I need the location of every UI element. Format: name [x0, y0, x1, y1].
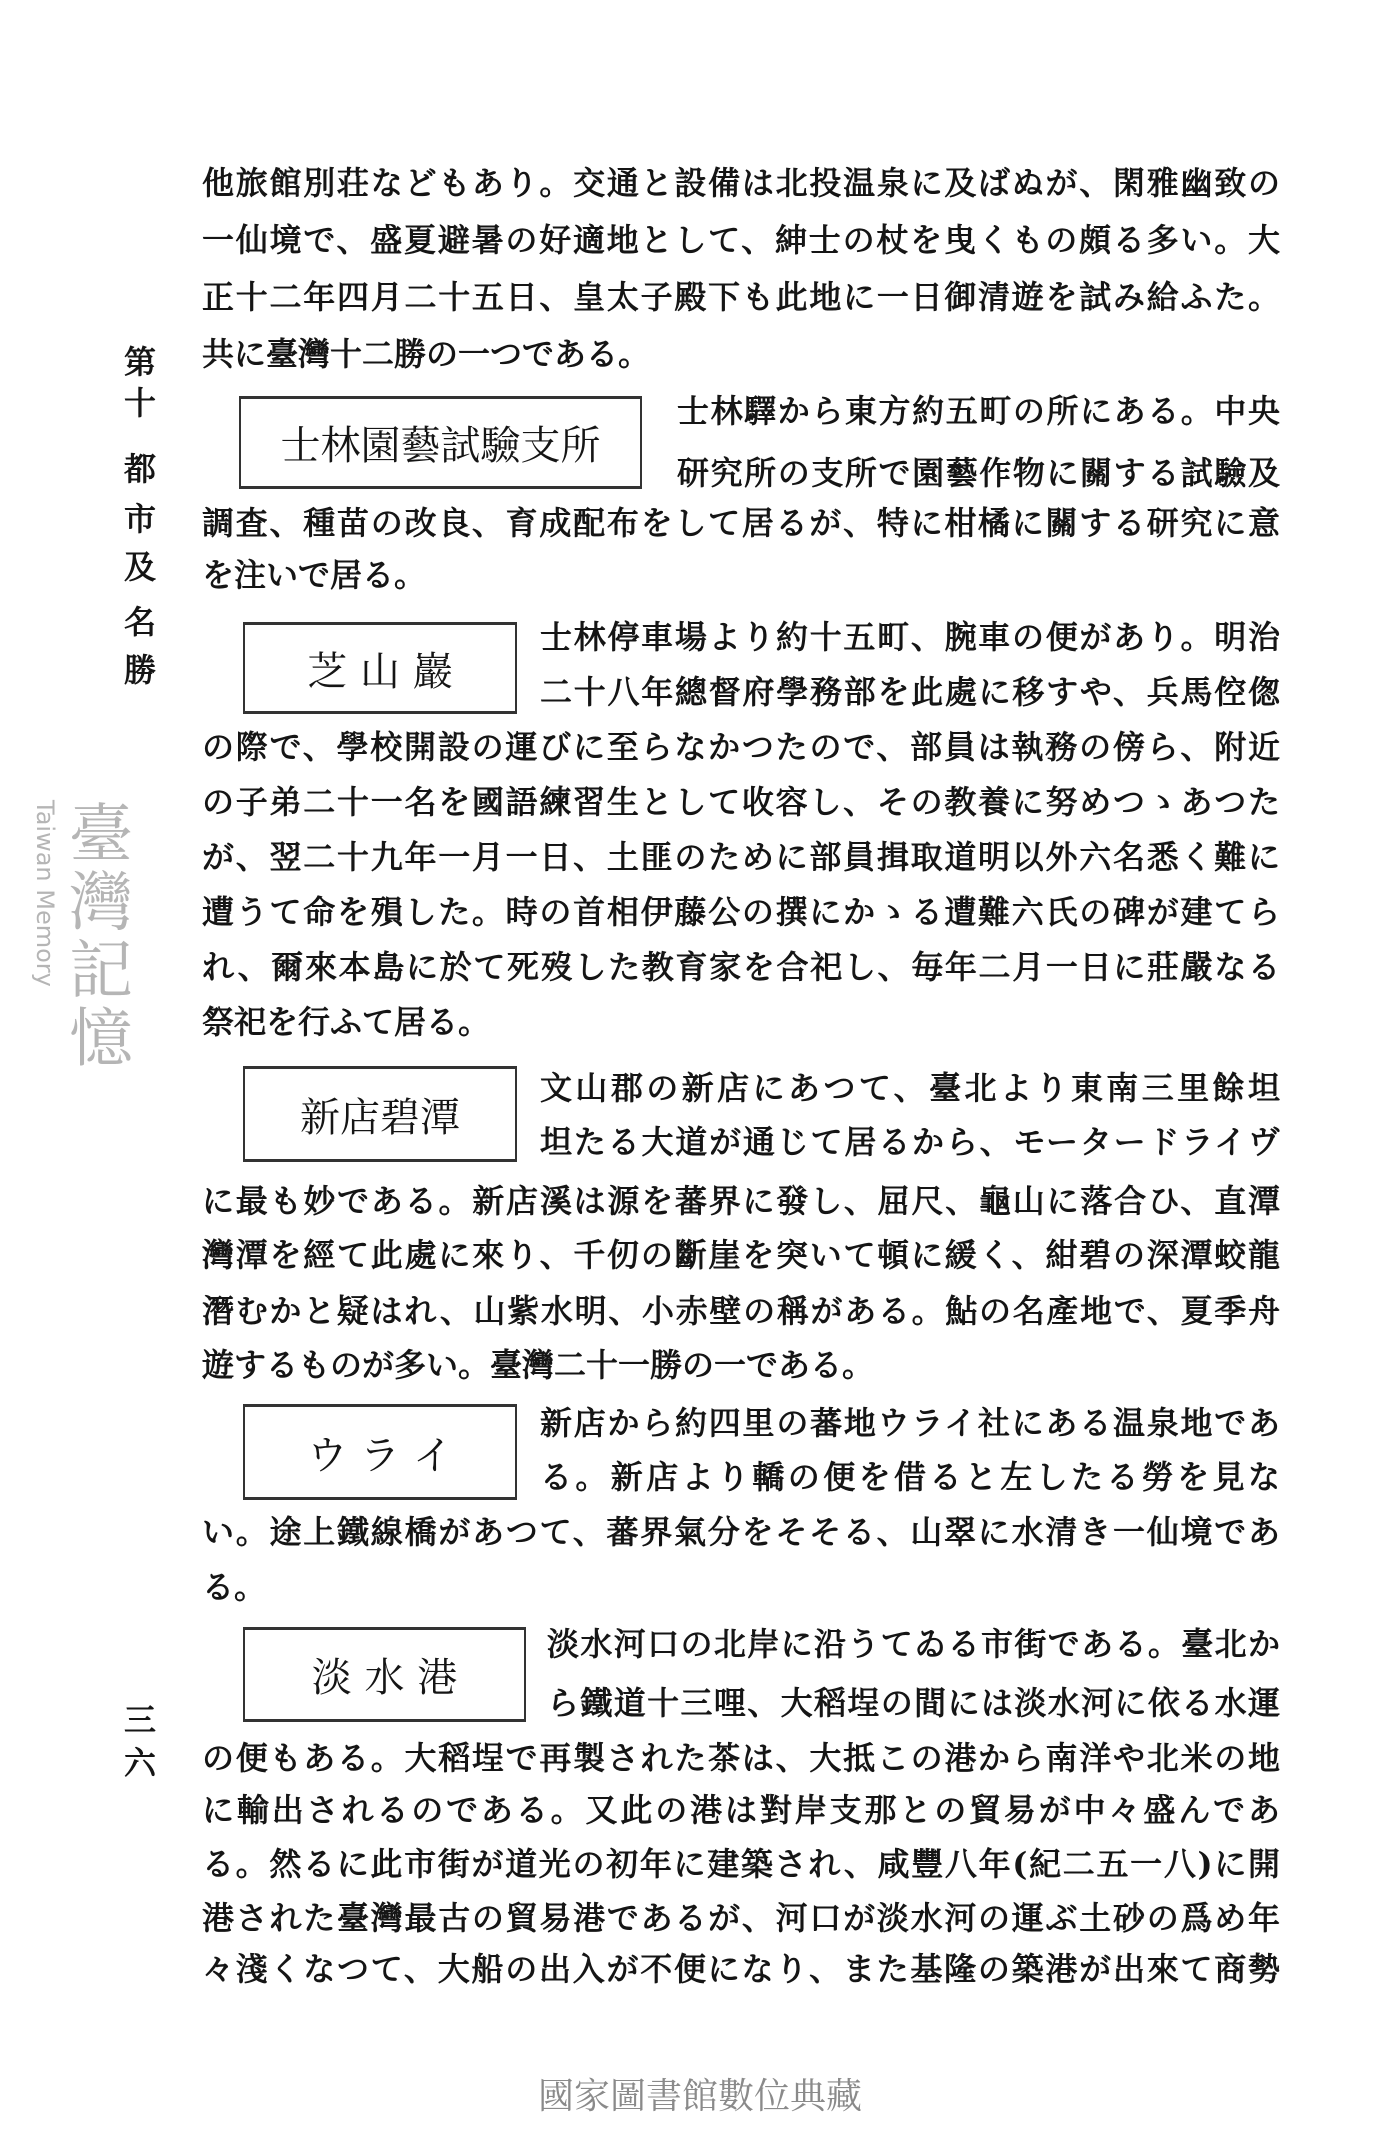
watermark-text: 臺灣記憶 — [58, 800, 132, 1072]
margin-heading-char: 市 — [123, 500, 156, 538]
section-text-line: に最も妙である。新店溪は源を蕃界に發し、屈尺、龜山に落合ひ、直潭 — [202, 1182, 1280, 1220]
section-title-box — [243, 1627, 526, 1722]
watermark — [30, 800, 130, 1072]
page-number-char: 三 — [123, 1701, 156, 1739]
margin-heading-char: 十 — [123, 384, 156, 422]
watermark-subtext: Taiwan Memory — [31, 800, 59, 987]
section-text-line: の便もある。大稻埕で再製された茶は、大抵この港から南洋や北米の地 — [202, 1739, 1280, 1777]
margin-heading-char: 名 — [123, 603, 156, 641]
section-text-line: 遊するものが多い。臺灣二十一勝の一である。 — [202, 1346, 875, 1384]
page-number-char: 六 — [123, 1744, 156, 1782]
intro-text-line: 共に臺灣十二勝の一つである。 — [202, 335, 651, 373]
section-text-line: る。 — [202, 1568, 267, 1606]
section-text-line: 士林驛から東方約五町の所にある。中央 — [677, 392, 1280, 430]
section-text-line: の際で、學校開設の運びに至らなかつたので、部員は執務の傍ら、附近 — [202, 728, 1280, 766]
section-text-line: 遭うて命を殞した。時の首相伊藤公の撰にかゝる遭難六氏の碑が建てら — [202, 893, 1280, 931]
section-text-line: 淡水河口の北岸に沿うてゐる市街である。臺北か — [547, 1625, 1280, 1663]
intro-text-line: 他旅館別荘などもあり。交通と設備は北投温泉に及ばぬが、閑雅幽致の — [202, 164, 1280, 202]
section-text-line: れ、爾來本島に於て死歿した教育家を合祀し、毎年二月一日に莊嚴なる — [202, 948, 1280, 986]
section-text-line: 新店から約四里の蕃地ウライ社にある温泉地であ — [540, 1404, 1280, 1442]
section-title-box — [243, 1066, 517, 1162]
section-text-line: る。然るに此市街が道光の初年に建築され、咸豐八年(紀二五一八)に開 — [202, 1845, 1280, 1883]
section-text-line: に輸出されるのである。又此の港は對岸支那との貿易が中々盛んであ — [202, 1791, 1280, 1829]
section-text-line: い。途上鐵線橋があつて、蕃界氣分をそそる、山翠に水清き一仙境であ — [202, 1513, 1280, 1551]
section-text-line: の子弟二十一名を國語練習生として收容し、その教養に努めつゝあつた — [202, 783, 1280, 821]
section-text-line: を注いで居る。 — [202, 556, 427, 594]
margin-heading-char: 勝 — [123, 651, 156, 689]
margin-heading-char: 都 — [123, 450, 156, 488]
section-text-line: ら鐵道十三哩、大稻埕の間には淡水河に依る水運 — [547, 1684, 1280, 1722]
section-text-line: 祭祀を行ふて居る。 — [202, 1003, 491, 1041]
intro-text-line: 正十二年四月二十五日、皇太子殿下も此地に一日御清遊を試み給ふた。 — [202, 278, 1280, 316]
section-text-line: 研究所の支所で園藝作物に關する試驗及 — [677, 454, 1280, 492]
section-text-line: る。新店より轎の便を借ると左したる勞を見な — [540, 1458, 1280, 1496]
section-text-line: が、翌二十九年一月一日、土匪のために部員揖取道明以外六名悉く難に — [202, 838, 1280, 876]
section-title-box — [243, 622, 517, 714]
margin-heading-char: 第 — [123, 343, 156, 381]
section-text-line: 文山郡の新店にあつて、臺北より東南三里餘坦 — [540, 1069, 1280, 1107]
margin-heading-char: 及 — [123, 548, 156, 586]
section-title: 淡 水 港 — [311, 1655, 458, 1701]
section-title: 新店碧潭 — [300, 1094, 460, 1141]
section-title: 芝 山 巖 — [307, 648, 453, 695]
section-text-line: 士林停車場より約十五町、腕車の便があり。明治 — [540, 618, 1280, 656]
section-title: 士林園藝試驗支所 — [280, 423, 601, 469]
section-text-line: 灣潭を經て此處に來り、千仞の斷崖を突いて頓に緩く、紺碧の深潭蛟龍 — [202, 1236, 1280, 1274]
section-text-line: 二十八年總督府學務部を此處に移すや、兵馬倥偬 — [540, 673, 1280, 711]
footer-credit: 國家圖書館數位典藏 — [537, 2076, 862, 2117]
section-text-line: 潛むかと疑はれ、山紫水明、小赤壁の稱がある。鮎の名產地で、夏季舟 — [202, 1292, 1280, 1330]
section-text-line: 々淺くなつて、大船の出入が不便になり、また基隆の築港が出來て商勢 — [202, 1950, 1280, 1988]
section-title-box — [239, 396, 642, 489]
section-title-box — [243, 1404, 517, 1500]
section-text-line: 坦たる大道が通じて居るから、モータードライヴ — [540, 1123, 1280, 1161]
section-text-line: 調査、種苗の改良、育成配布をして居るが、特に柑橘に關する研究に意 — [202, 504, 1280, 542]
intro-text-line: 一仙境で、盛夏避暑の好適地として、紳士の杖を曳くもの頗る多い。大 — [202, 221, 1280, 259]
section-text-line: 港された臺灣最古の貿易港であるが、河口が淡水河の運ぶ土砂の爲め年 — [202, 1899, 1280, 1937]
section-title: ウ ラ イ — [307, 1432, 453, 1479]
